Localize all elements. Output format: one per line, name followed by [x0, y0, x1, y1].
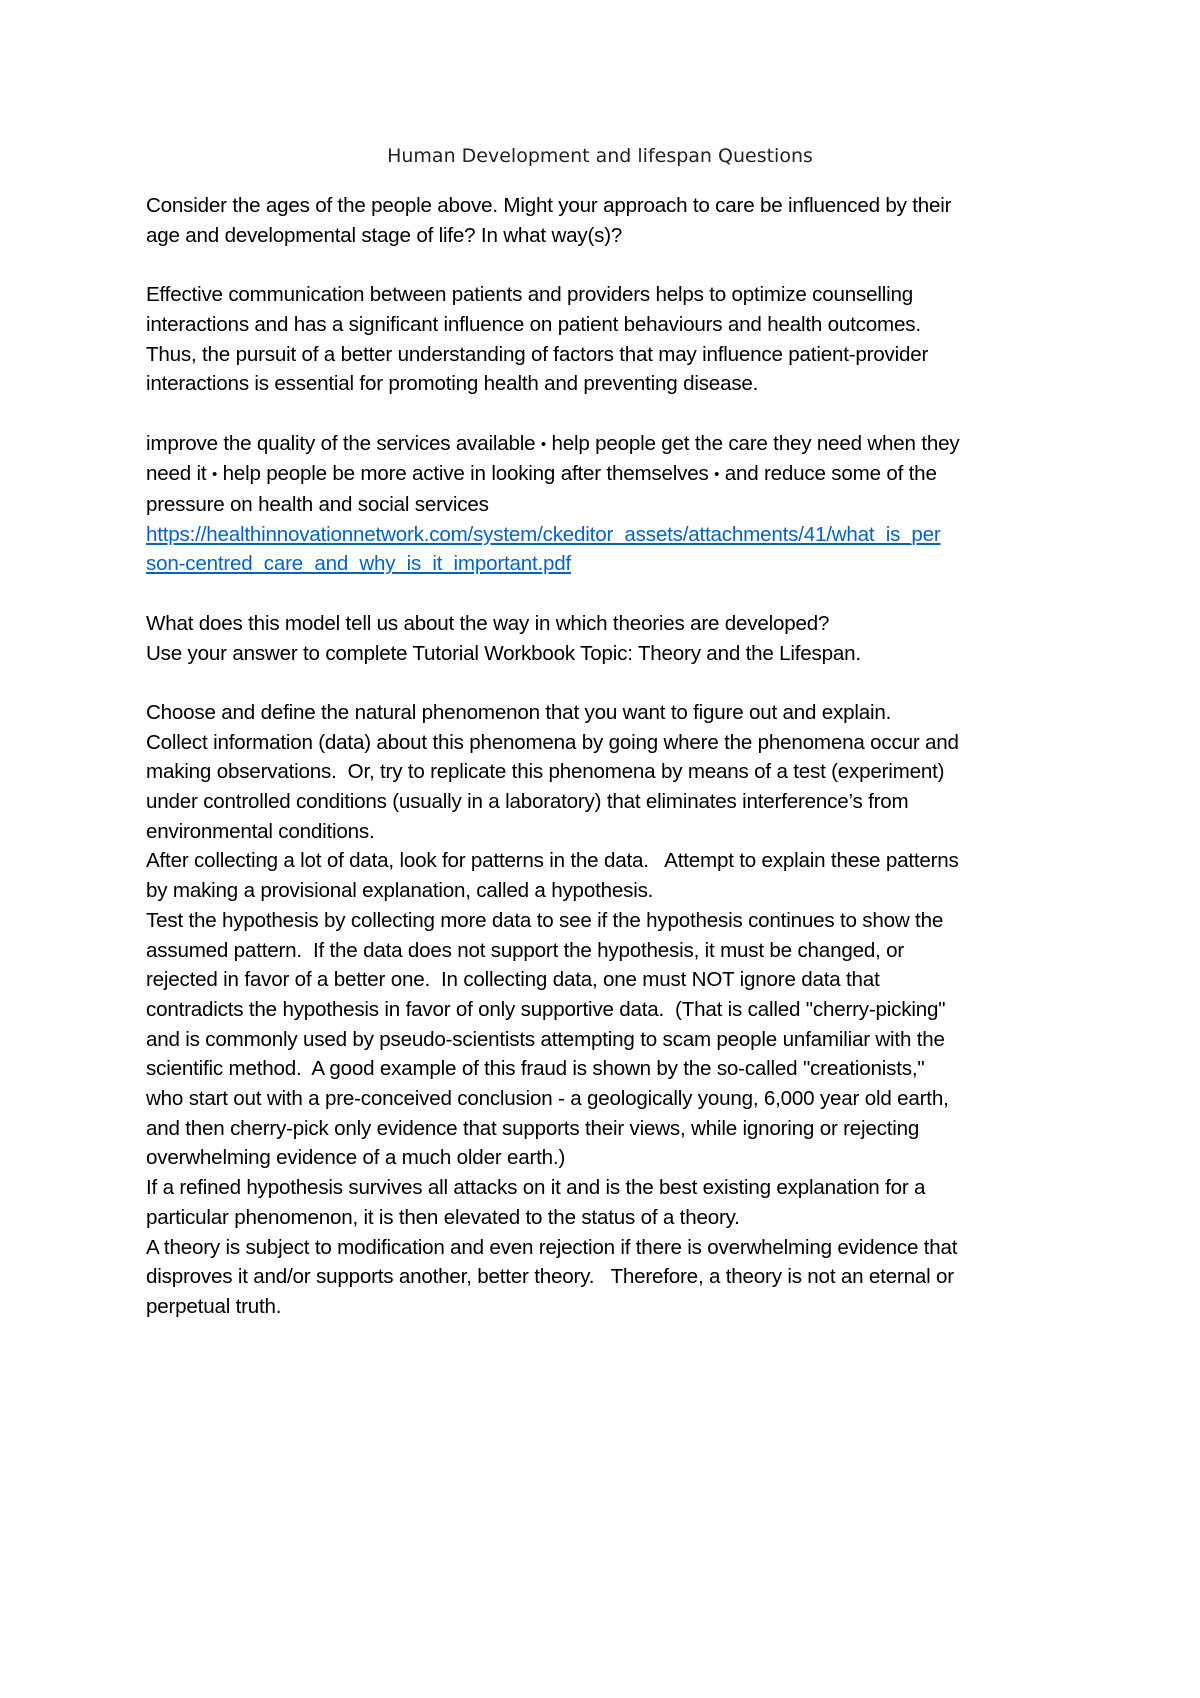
text-line: environmental conditions.	[146, 819, 375, 843]
text-line: scientific method. A good example of this fraud is shown by the so-called "creationists,"	[146, 1057, 925, 1081]
document-body	[146, 191, 1066, 1322]
communication-paragraph	[146, 280, 1066, 399]
text-line: making observations. Or, try to replicate this phenomena by means of a test (experiment)	[146, 760, 945, 784]
text-line: Collect information (data) about this phenomena by going where the phenomena occur and	[146, 730, 959, 754]
text-line: pressure on health and social services	[146, 493, 489, 516]
text-line: overwhelming evidence of a much older earth.)	[146, 1146, 566, 1170]
text-line: What does this model tell us about the way in which theories are developed?	[146, 611, 830, 635]
text-line: under controlled conditions (usually in a laboratory) that eliminates interference’s from	[146, 790, 909, 813]
text-line: If a refined hypothesis survives all attacks on it and is the best existing explanation for a	[146, 1176, 926, 1200]
text-line: who start out with a pre-conceived conclusion - a geologically young, 6,000 year old earth,	[146, 1087, 949, 1111]
improve-item: improve the quality of the services available	[146, 431, 536, 455]
text-line	[146, 429, 1066, 460]
text-line: interactions and has a significant influence on patient behaviours and health outcomes.	[146, 312, 921, 336]
improve-item: help people get the care they need when they	[551, 431, 960, 455]
reference-link[interactable]	[146, 520, 1066, 579]
question-paragraph	[146, 191, 1066, 250]
document-title: Human Development and lifespan Questions	[387, 145, 813, 167]
improve-item: help people be more active in looking after themselves	[222, 462, 709, 486]
bullet-glyph: •	[714, 466, 720, 484]
text-line: particular phenomenon, it is then elevated to the status of a theory.	[146, 1205, 740, 1229]
text-line: Effective communication between patients and providers helps to optimize counselling	[146, 283, 913, 307]
text-line: Use your answer to complete Tutorial Workbook Topic: Theory and the Lifespan.	[146, 641, 861, 665]
text-line: and is commonly used by pseudo-scientists attempting to scam people unfamiliar with the	[146, 1027, 945, 1051]
improve-paragraph	[146, 429, 1066, 580]
text-line	[146, 459, 1066, 490]
text-line: age and developmental stage of life? In what way(s)?	[146, 223, 623, 247]
bullet-glyph: •	[211, 466, 218, 484]
text-line: Test the hypothesis by collecting more data to see if the hypothesis continues to show the	[146, 908, 944, 932]
text-line: interactions is essential for promoting health and preventing disease.	[146, 372, 759, 396]
text-line: rejected in favor of a better one. In collecting data, one must NOT ignore data that	[146, 968, 880, 992]
link-line[interactable]: https://healthinnovationnetwork.com/system/ckeditor_assets/attachments/41/what_is_per	[146, 522, 941, 546]
text-line: Consider the ages of the people above. Might your approach to care be influenced by their	[146, 194, 952, 217]
text-line: perpetual truth.	[146, 1294, 282, 1318]
text-line: contradicts the hypothesis in favor of only supportive data. (That is called "cherry-picking"	[146, 997, 946, 1021]
improve-item: need it	[146, 462, 207, 486]
text-line: and then cherry-pick only evidence that supports their views, while ignoring or rejecting	[146, 1116, 920, 1140]
text-line: disproves it and/or supports another, better theory. Therefore, a theory is not an eternal or	[146, 1265, 954, 1289]
link-line[interactable]: son-centred_care_and_why_is_it_important.pdf	[146, 552, 572, 576]
method-paragraph	[146, 698, 1066, 1322]
text-line: After collecting a lot of data, look for patterns in the data. Attempt to explain these patterns	[146, 849, 959, 873]
text-line: assumed pattern. If the data does not support the hypothesis, it must be changed, or	[146, 938, 905, 962]
model-paragraph	[146, 609, 1066, 668]
improve-item: and reduce some of the	[724, 462, 937, 486]
text-line: A theory is subject to modification and even rejection if there is overwhelming evidence that	[146, 1235, 958, 1259]
bullet-glyph: •	[540, 435, 546, 453]
text-line: by making a provisional explanation, called a hypothesis.	[146, 879, 654, 903]
text-line: Choose and define the natural phenomenon that you want to figure out and explain.	[146, 700, 892, 724]
text-line: Thus, the pursuit of a better understanding of factors that may influence patient-provider	[146, 342, 929, 366]
